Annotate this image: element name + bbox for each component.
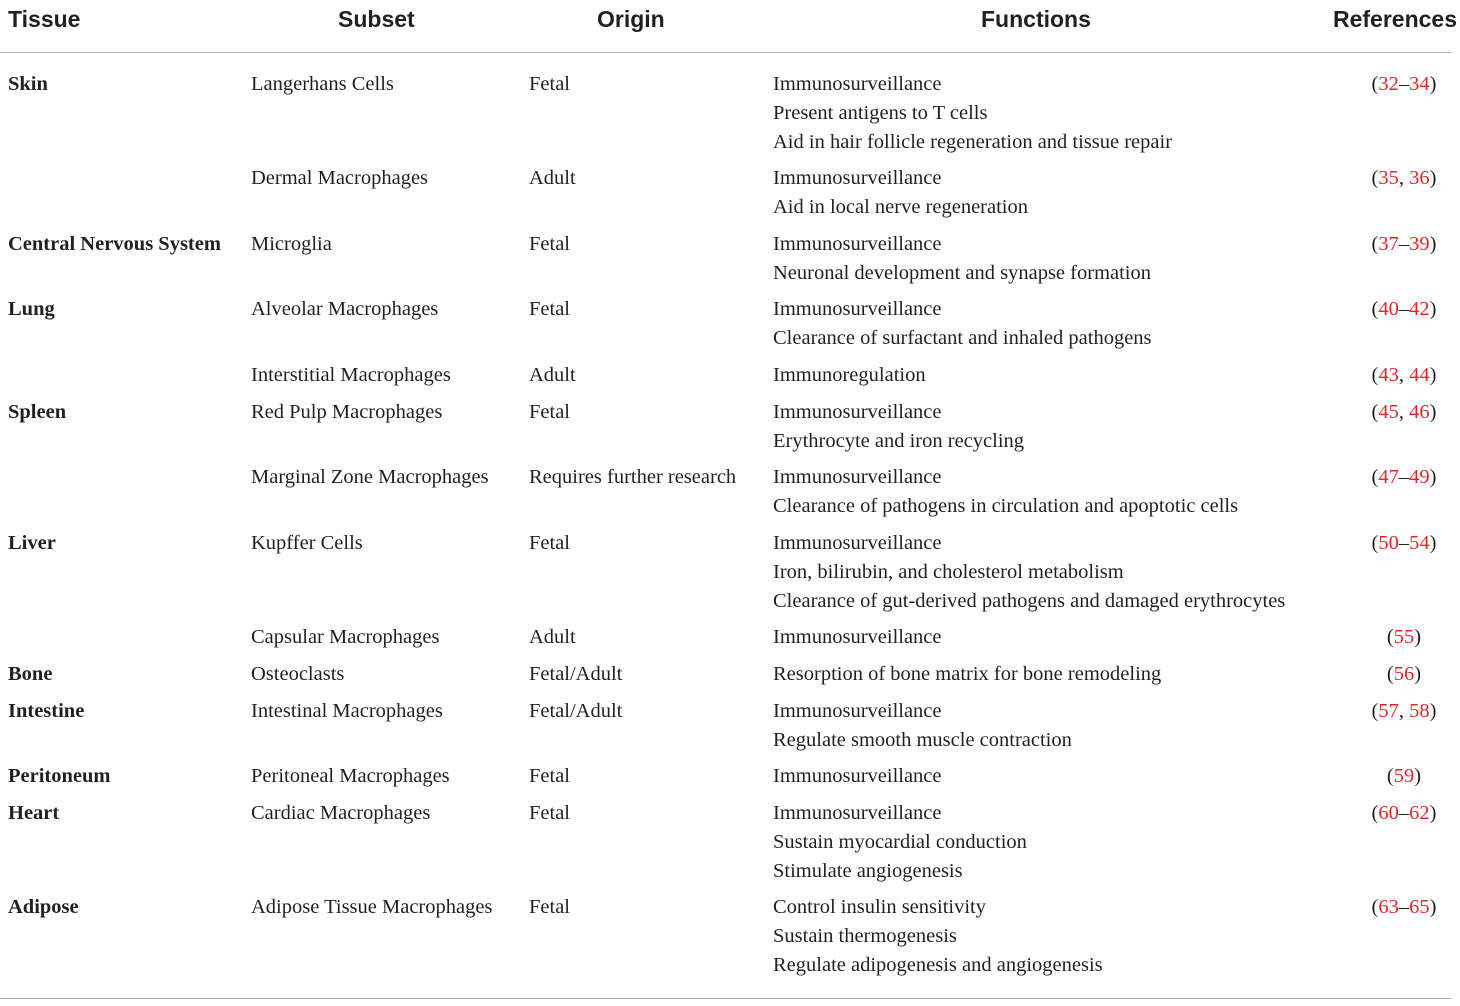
reference-link[interactable]: 62 [1409, 802, 1430, 824]
tissue-cell: Lung [8, 298, 55, 320]
reference-link[interactable]: 55 [1393, 626, 1415, 648]
reference-link[interactable]: 44 [1409, 364, 1430, 386]
references-cell [1300, 463, 1460, 492]
subset-cell: Microglia [251, 233, 332, 255]
functions-cell [773, 762, 942, 791]
tissue-cell: Liver [8, 532, 56, 554]
function-line: Immunosurveillance [773, 298, 942, 320]
origin-cell: Adult [529, 626, 576, 648]
reference-link[interactable]: 40 [1378, 298, 1399, 320]
subset-cell: Marginal Zone Macrophages [251, 466, 489, 488]
ref-close-paren: ) [1429, 364, 1437, 386]
origin-cell: Fetal [529, 896, 570, 918]
ref-open-paren: ( [1386, 765, 1394, 787]
reference-link[interactable]: 46 [1409, 401, 1430, 423]
references-cell [1300, 660, 1460, 689]
reference-link[interactable]: 35 [1378, 167, 1399, 189]
functions-cell [773, 623, 942, 652]
function-line: Regulate smooth muscle contraction [773, 729, 1072, 751]
header-origin: Origin [597, 6, 665, 32]
reference-link[interactable]: 34 [1409, 73, 1430, 95]
function-line: Resorption of bone matrix for bone remodeling [773, 663, 1162, 685]
tissue-cell: Skin [8, 73, 48, 95]
functions-cell [773, 398, 1024, 456]
reference-link[interactable]: 50 [1378, 532, 1399, 554]
ref-close-paren: ) [1429, 167, 1437, 189]
function-line: Clearance of surfactant and inhaled pathogens [773, 327, 1152, 349]
reference-link[interactable]: 65 [1409, 896, 1430, 918]
functions-cell [773, 164, 1028, 222]
subset-cell: Red Pulp Macrophages [251, 401, 443, 423]
function-line: Immunosurveillance [773, 802, 942, 824]
functions-cell [773, 463, 1238, 521]
header-tissue: Tissue [8, 6, 81, 32]
reference-separator: , [1398, 401, 1410, 423]
reference-separator: – [1398, 73, 1410, 95]
subset-cell: Intestinal Macrophages [251, 700, 443, 722]
function-line: Immunoregulation [773, 364, 926, 386]
reference-link[interactable]: 42 [1409, 298, 1430, 320]
ref-close-paren: ) [1414, 663, 1422, 685]
references-cell [1300, 295, 1460, 324]
ref-close-paren: ) [1429, 532, 1437, 554]
ref-open-paren: ( [1386, 626, 1394, 648]
origin-cell: Fetal [529, 298, 570, 320]
subset-cell: Interstitial Macrophages [251, 364, 451, 386]
function-line: Neuronal development and synapse formation [773, 262, 1151, 284]
subset-cell: Langerhans Cells [251, 73, 394, 95]
ref-close-paren: ) [1429, 401, 1437, 423]
function-line: Aid in hair follicle regeneration and tissue repair [773, 131, 1173, 153]
functions-cell [773, 361, 926, 390]
references-cell [1300, 697, 1460, 726]
reference-link[interactable]: 56 [1393, 663, 1415, 685]
references-cell [1300, 164, 1460, 193]
references-cell [1300, 893, 1460, 922]
origin-cell: Adult [529, 364, 576, 386]
tissue-cell: Peritoneum [8, 765, 111, 787]
function-line: Immunosurveillance [773, 626, 942, 648]
origin-cell: Fetal [529, 73, 570, 95]
reference-link[interactable]: 60 [1378, 802, 1399, 824]
function-line: Clearance of gut-derived pathogens and damaged erythrocytes [773, 590, 1286, 612]
ref-close-paren: ) [1414, 765, 1422, 787]
ref-open-paren: ( [1371, 364, 1379, 386]
tissue-cell: Intestine [8, 700, 85, 722]
function-line: Present antigens to T cells [773, 102, 988, 124]
function-line: Immunosurveillance [773, 167, 942, 189]
ref-open-paren: ( [1371, 802, 1379, 824]
function-line: Immunosurveillance [773, 700, 942, 722]
tissue-cell: Bone [8, 663, 53, 685]
subset-cell: Alveolar Macrophages [251, 298, 439, 320]
ref-open-paren: ( [1386, 663, 1394, 685]
reference-separator: – [1398, 298, 1410, 320]
functions-cell [773, 230, 1151, 288]
function-line: Immunosurveillance [773, 401, 942, 423]
ref-close-paren: ) [1429, 896, 1437, 918]
header-subset: Subset [338, 6, 415, 32]
references-cell [1300, 361, 1460, 390]
reference-link[interactable]: 36 [1409, 167, 1430, 189]
reference-link[interactable]: 32 [1378, 73, 1399, 95]
reference-link[interactable]: 39 [1409, 233, 1430, 255]
reference-link[interactable]: 54 [1409, 532, 1430, 554]
subset-cell: Adipose Tissue Macrophages [251, 896, 493, 918]
origin-cell: Adult [529, 167, 576, 189]
references-cell [1300, 398, 1460, 427]
function-line: Immunosurveillance [773, 532, 942, 554]
function-line: Stimulate angiogenesis [773, 860, 963, 882]
reference-link[interactable]: 45 [1378, 401, 1399, 423]
function-line: Immunosurveillance [773, 73, 942, 95]
origin-cell: Fetal [529, 532, 570, 554]
ref-close-paren: ) [1414, 626, 1422, 648]
function-line: Aid in local nerve regeneration [773, 196, 1028, 218]
origin-cell: Fetal [529, 233, 570, 255]
functions-cell [773, 697, 1072, 755]
subset-cell: Peritoneal Macrophages [251, 765, 450, 787]
ref-open-paren: ( [1371, 298, 1379, 320]
reference-separator: – [1398, 896, 1410, 918]
references-cell [1300, 799, 1460, 828]
header-references: References [1333, 6, 1458, 32]
ref-open-paren: ( [1371, 73, 1379, 95]
reference-link[interactable]: 59 [1393, 765, 1415, 787]
reference-separator: – [1398, 532, 1410, 554]
header-rule [0, 52, 1452, 53]
ref-close-paren: ) [1429, 73, 1437, 95]
references-cell [1300, 230, 1460, 259]
reference-link[interactable]: 63 [1378, 896, 1399, 918]
tissue-cell: Heart [8, 802, 60, 824]
origin-cell: Fetal [529, 765, 570, 787]
ref-open-paren: ( [1371, 401, 1379, 423]
functions-cell [773, 893, 1103, 980]
ref-open-paren: ( [1371, 700, 1379, 722]
ref-close-paren: ) [1429, 233, 1437, 255]
functions-cell [773, 70, 1172, 157]
reference-separator: , [1398, 167, 1410, 189]
references-cell [1300, 762, 1460, 791]
reference-separator: – [1398, 466, 1410, 488]
tissue-cell: Adipose [8, 896, 79, 918]
references-cell [1300, 529, 1460, 558]
functions-cell [773, 660, 1161, 689]
origin-cell: Fetal/Adult [529, 700, 623, 722]
function-line: Sustain myocardial conduction [773, 831, 1027, 853]
ref-open-paren: ( [1371, 896, 1379, 918]
reference-link[interactable]: 47 [1378, 466, 1399, 488]
subset-cell: Osteoclasts [251, 663, 345, 685]
ref-close-paren: ) [1429, 298, 1437, 320]
origin-cell: Fetal [529, 401, 570, 423]
functions-cell [773, 295, 1152, 353]
ref-open-paren: ( [1371, 167, 1379, 189]
reference-link[interactable]: 58 [1409, 700, 1430, 722]
function-line: Iron, bilirubin, and cholesterol metabolism [773, 561, 1124, 583]
reference-link[interactable]: 49 [1409, 466, 1430, 488]
function-line: Clearance of pathogens in circulation and apoptotic cells [773, 495, 1239, 517]
references-cell [1300, 623, 1460, 652]
function-line: Regulate adipogenesis and angiogenesis [773, 954, 1103, 976]
tissue-cell: Central Nervous System [8, 233, 221, 255]
ref-close-paren: ) [1429, 700, 1437, 722]
reference-separator: – [1398, 802, 1410, 824]
reference-separator: – [1398, 233, 1410, 255]
bottom-rule [0, 998, 1452, 999]
subset-cell: Capsular Macrophages [251, 626, 440, 648]
function-line: Immunosurveillance [773, 466, 942, 488]
reference-link[interactable]: 43 [1378, 364, 1399, 386]
ref-open-paren: ( [1371, 532, 1379, 554]
origin-cell: Fetal [529, 802, 570, 824]
header-functions: Functions [981, 6, 1091, 32]
function-line: Immunosurveillance [773, 765, 942, 787]
function-line: Sustain thermogenesis [773, 925, 957, 947]
reference-separator: , [1398, 700, 1410, 722]
origin-cell: Requires further research [529, 466, 737, 488]
references-cell [1300, 70, 1460, 99]
ref-close-paren: ) [1429, 466, 1437, 488]
subset-cell: Cardiac Macrophages [251, 802, 431, 824]
ref-open-paren: ( [1371, 466, 1379, 488]
ref-close-paren: ) [1429, 802, 1437, 824]
tissue-cell: Spleen [8, 401, 67, 423]
reference-link[interactable]: 37 [1378, 233, 1399, 255]
origin-cell: Fetal/Adult [529, 663, 623, 685]
subset-cell: Dermal Macrophages [251, 167, 429, 189]
function-line: Immunosurveillance [773, 233, 942, 255]
subset-cell: Kupffer Cells [251, 532, 363, 554]
ref-open-paren: ( [1371, 233, 1379, 255]
functions-cell [773, 799, 1027, 886]
function-line: Erythrocyte and iron recycling [773, 430, 1025, 452]
functions-cell [773, 529, 1285, 616]
function-line: Control insulin sensitivity [773, 896, 986, 918]
reference-separator: , [1398, 364, 1410, 386]
reference-link[interactable]: 57 [1378, 700, 1399, 722]
